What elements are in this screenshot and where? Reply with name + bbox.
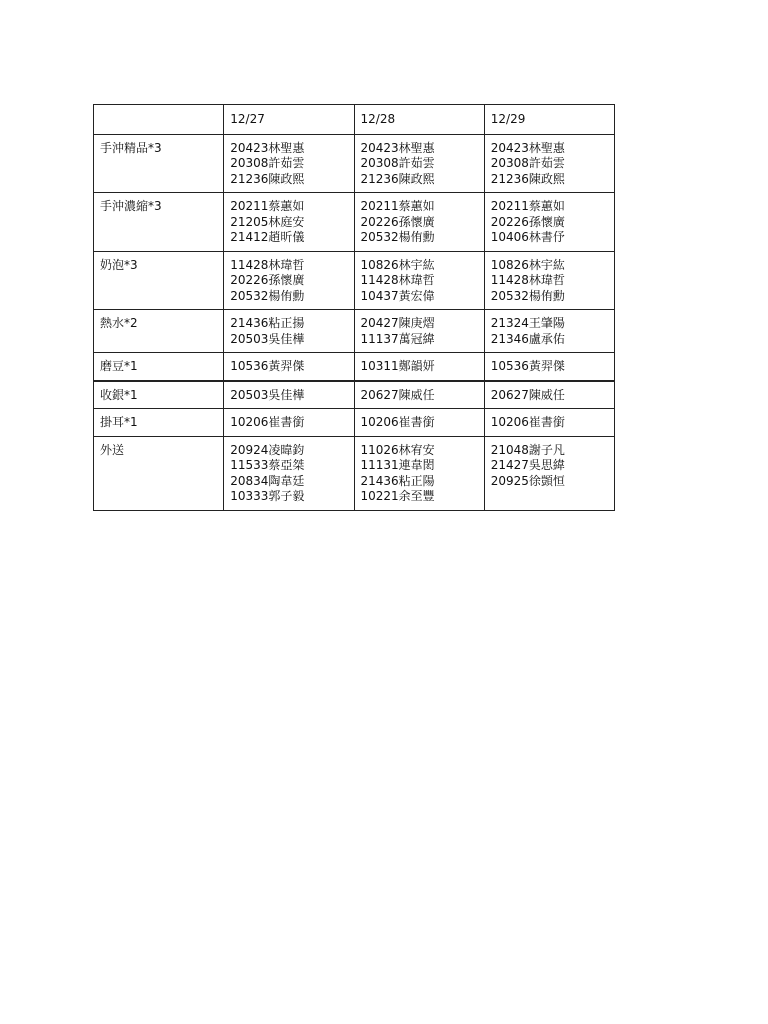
- assignee-name: 21436粘正揚: [230, 316, 305, 330]
- assignment-cell: [224, 409, 354, 437]
- assignee-name: 20503吳佳樺: [230, 331, 305, 346]
- assignment-cell: [224, 193, 354, 252]
- assignee-name: 20226孫懷廣: [490, 214, 565, 229]
- assignee-name: 11428林瑋哲: [490, 273, 565, 287]
- assignee-name: 10311鄭韻妍: [360, 359, 435, 373]
- assignee-name: 20226孫懷廣: [230, 273, 305, 287]
- assignee-name: 20834陶韋廷: [230, 473, 305, 488]
- assignment-cell: [484, 381, 614, 409]
- assignment-cell: [484, 353, 614, 381]
- roster-body: [94, 105, 615, 511]
- assignee-name: 11533蔡亞桀: [230, 458, 305, 472]
- station-label: 熱水*2: [94, 310, 224, 353]
- roster-row: [94, 134, 615, 193]
- assignee-name: 10826林宇紘: [490, 257, 565, 272]
- assignee-name: 10536黃羿傑: [490, 359, 565, 373]
- assignee-name: 20532楊侑勳: [230, 288, 305, 303]
- assignee-name: 10206崔書銜: [490, 415, 565, 429]
- assignee-name: 20308許茹雲: [360, 156, 435, 170]
- assignee-name: 10536黃羿傑: [230, 359, 305, 373]
- assignee-name: 11428林瑋哲: [230, 257, 305, 272]
- station-label: 手沖精品*3: [94, 134, 224, 193]
- assignee-name: 21427吳思緯: [490, 458, 565, 472]
- assignee-name: 10406林書伃: [490, 230, 565, 244]
- station-label: 奶泡*3: [94, 251, 224, 310]
- roster-row: [94, 381, 615, 409]
- assignment-cell: [354, 310, 484, 353]
- assignee-name: 21324王肇陽: [490, 316, 565, 330]
- assignee-name: 11137萬冠緯: [360, 331, 435, 346]
- assignee-name: 10206崔書銜: [360, 415, 435, 429]
- header-row: [94, 105, 615, 135]
- header-cell-day: 12/28: [354, 105, 484, 135]
- assignee-name: 10333郭子毅: [230, 489, 305, 503]
- station-label: 外送: [94, 436, 224, 510]
- assignment-cell: [484, 409, 614, 437]
- assignee-name: 21436粘正陽: [360, 473, 435, 488]
- assignee-name: 20627陳威任: [360, 387, 435, 402]
- assignee-name: 10221余至豐: [360, 489, 435, 503]
- assignee-name: 20308許茹雲: [230, 156, 305, 170]
- assignee-name: 21346盧承佑: [490, 331, 565, 346]
- assignee-name: 20503吳佳樺: [230, 387, 305, 402]
- assignee-name: 10826林宇紘: [360, 257, 435, 272]
- duty-roster-table: [93, 104, 615, 511]
- station-label: 收銀*1: [94, 381, 224, 409]
- header-cell-day: 12/29: [484, 105, 614, 135]
- assignee-name: 10206崔書銜: [230, 415, 305, 429]
- roster-row: [94, 193, 615, 252]
- station-label: 磨豆*1: [94, 353, 224, 381]
- assignee-name: 21236陳政熙: [360, 171, 435, 186]
- station-label: 手沖濃縮*3: [94, 193, 224, 252]
- assignee-name: 20627陳威任: [490, 387, 565, 402]
- assignment-cell: [354, 134, 484, 193]
- assignee-name: 20226孫懷廣: [360, 214, 435, 229]
- assignee-name: 20423林聖惠: [360, 140, 435, 155]
- assignee-name: 10437黃宏偉: [360, 288, 435, 303]
- assignee-name: 20211蔡蕙如: [360, 199, 435, 213]
- assignment-cell: [484, 251, 614, 310]
- roster-row: [94, 436, 615, 510]
- assignee-name: 20211蔡蕙如: [230, 199, 305, 213]
- assignment-cell: [484, 193, 614, 252]
- assignee-name: 20532楊侑勳: [490, 288, 565, 303]
- assignee-name: 20532楊侑勳: [360, 230, 435, 244]
- assignment-cell: [354, 193, 484, 252]
- roster-row: [94, 310, 615, 353]
- assignee-name: 20211蔡蕙如: [490, 199, 565, 213]
- assignee-name: 21412趙昕儀: [230, 230, 305, 244]
- assignee-name: 20423林聖惠: [490, 140, 565, 155]
- assignment-cell: [484, 310, 614, 353]
- assignment-cell: [354, 436, 484, 510]
- roster-row: [94, 353, 615, 381]
- assignment-cell: [224, 134, 354, 193]
- assignee-name: 20423林聖惠: [230, 140, 305, 155]
- assignee-name: 21205林庭安: [230, 214, 305, 229]
- header-cell-corner: [94, 105, 224, 135]
- assignee-name: 21236陳政熙: [230, 171, 305, 186]
- header-cell-day: 12/27: [224, 105, 354, 135]
- assignment-cell: [224, 353, 354, 381]
- assignment-cell: [484, 436, 614, 510]
- assignee-name: 21236陳政熙: [490, 171, 565, 186]
- assignment-cell: [484, 134, 614, 193]
- assignee-name: 21048謝子凡: [490, 442, 565, 457]
- assignment-cell: [354, 251, 484, 310]
- assignee-name: 11026林宥安: [360, 442, 435, 457]
- assignment-cell: [224, 251, 354, 310]
- assignee-name: 20308許茹雲: [490, 156, 565, 170]
- assignee-name: 20427陳庚熠: [360, 316, 435, 330]
- assignment-cell: [224, 436, 354, 510]
- assignee-name: 11428林瑋哲: [360, 273, 435, 287]
- assignment-cell: [354, 381, 484, 409]
- assignee-name: 20925徐顗恒: [490, 473, 565, 488]
- assignee-name: 20924凌暐鈞: [230, 442, 305, 457]
- assignee-name: 11131連韋閎: [360, 458, 435, 472]
- assignment-cell: [224, 310, 354, 353]
- assignment-cell: [354, 409, 484, 437]
- roster-row: [94, 409, 615, 437]
- assignment-cell: [224, 381, 354, 409]
- assignment-cell: [354, 353, 484, 381]
- station-label: 掛耳*1: [94, 409, 224, 437]
- roster-row: [94, 251, 615, 310]
